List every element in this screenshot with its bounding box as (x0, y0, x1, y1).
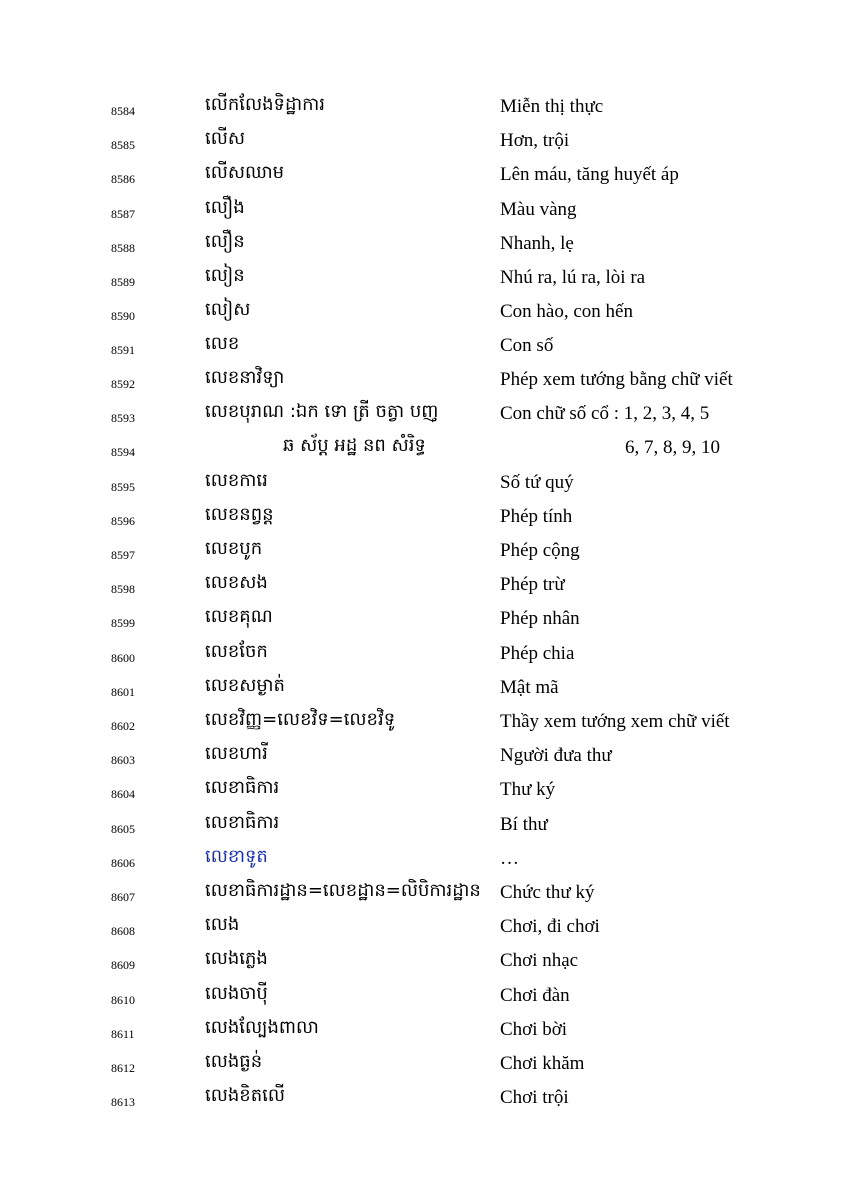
list-item (0, 983, 848, 1017)
vietnamese-meaning: Mật mã (500, 677, 559, 698)
list-item (0, 128, 848, 162)
vietnamese-meaning: Nhanh, lẹ (500, 233, 574, 254)
list-item (0, 641, 848, 675)
vietnamese-meaning: Con số (500, 335, 554, 356)
vietnamese-meaning: Phép trừ (500, 574, 565, 595)
khmer-term: លេងចាប៉ី (205, 983, 268, 1004)
list-item (0, 504, 848, 538)
list-item (0, 777, 848, 811)
khmer-term: លេខាធិការ (205, 777, 280, 798)
khmer-term: លេខាធិការ (205, 812, 280, 833)
entry-number: 8606 (111, 856, 135, 870)
entry-number: 8595 (111, 480, 135, 494)
list-item (0, 812, 848, 846)
khmer-term: លឿន (205, 231, 245, 252)
entry-number: 8584 (111, 104, 135, 118)
vietnamese-meaning: Chơi khăm (500, 1053, 585, 1074)
khmer-term: លើស (205, 128, 245, 149)
khmer-term: លឿង (205, 197, 245, 218)
vietnamese-meaning: … (500, 848, 519, 869)
khmer-term: លេខសង (205, 572, 268, 593)
vietnamese-meaning: Thầy xem tướng xem chữ viết (500, 711, 730, 732)
entry-number: 8586 (111, 172, 135, 186)
list-item (0, 1051, 848, 1085)
list-item (0, 675, 848, 709)
entry-number: 8590 (111, 309, 135, 323)
khmer-term: លេងធ្ងន់ (205, 1051, 263, 1072)
list-item (0, 197, 848, 231)
vietnamese-meaning: Bí thư (500, 814, 548, 835)
list-item (0, 606, 848, 640)
list-item (0, 231, 848, 265)
list-item (0, 572, 848, 606)
list-item (0, 470, 848, 504)
entry-number: 8603 (111, 753, 135, 767)
entry-number: 8597 (111, 548, 135, 562)
list-item (0, 367, 848, 401)
khmer-term: ឆ ស័ប្ត អដ្ឋ នព សំរិទ្ធ (283, 435, 426, 456)
entry-number: 8588 (111, 241, 135, 255)
list-item (0, 435, 848, 469)
list-item (0, 1017, 848, 1051)
vietnamese-meaning: Chơi đàn (500, 985, 570, 1006)
entry-number: 8607 (111, 890, 135, 904)
khmer-term: លេខ (205, 333, 240, 354)
vietnamese-meaning: Hơn, trội (500, 130, 570, 151)
entry-number: 8602 (111, 719, 135, 733)
khmer-term: លេខាធិការដ្ឋាន=លេខដ្ឋាន=លិបិការដ្ឋាន (205, 880, 481, 901)
entry-number: 8585 (111, 138, 135, 152)
khmer-term: លៀន (205, 265, 245, 286)
vietnamese-meaning: Chơi bời (500, 1019, 568, 1040)
khmer-term: លេងល្បែងពាលា (205, 1017, 319, 1038)
khmer-term: លេខចែក (205, 641, 268, 662)
khmer-term: លេខការេ (205, 470, 268, 491)
vietnamese-meaning: Người đưa thư (500, 745, 612, 766)
list-item (0, 162, 848, 196)
vietnamese-meaning: Số tứ quý (500, 472, 574, 493)
vietnamese-meaning: Miễn thị thực (500, 96, 604, 117)
list-item (0, 846, 848, 880)
list-item (0, 401, 848, 435)
khmer-term: លេខបូក (205, 538, 263, 559)
list-item (0, 299, 848, 333)
khmer-term: លេខវិញ្ញ=លេខវិទ=លេខវិទូ (205, 709, 396, 730)
khmer-term: លេខហារី (205, 743, 268, 764)
vietnamese-meaning: Con hào, con hến (500, 301, 633, 322)
entry-number: 8608 (111, 924, 135, 938)
khmer-term: លើសឈាម (205, 162, 285, 183)
entry-number: 8598 (111, 582, 135, 596)
entry-number: 8611 (111, 1027, 135, 1041)
vietnamese-meaning: Màu vàng (500, 199, 577, 220)
entry-number: 8594 (111, 445, 135, 459)
list-item (0, 333, 848, 367)
entry-number: 8593 (111, 411, 135, 425)
vietnamese-meaning: 6, 7, 8, 9, 10 (625, 437, 720, 458)
list-item (0, 880, 848, 914)
vietnamese-meaning: Lên máu, tăng huyết áp (500, 164, 679, 185)
vietnamese-meaning: Phép cộng (500, 540, 580, 561)
entry-number: 8596 (111, 514, 135, 528)
entry-number: 8591 (111, 343, 135, 357)
vietnamese-meaning: Nhú ra, lú ra, lòi ra (500, 267, 646, 288)
vietnamese-meaning: Chơi nhạc (500, 950, 579, 971)
list-item (0, 914, 848, 948)
entry-number: 8592 (111, 377, 135, 391)
vietnamese-meaning: Con chữ số cổ : 1, 2, 3, 4, 5 (500, 403, 710, 424)
entry-number: 8609 (111, 958, 135, 972)
entry-number: 8613 (111, 1095, 135, 1109)
entry-number: 8612 (111, 1061, 135, 1075)
khmer-term: លេខសម្ងាត់ (205, 675, 285, 696)
vietnamese-meaning: Chức thư ký (500, 882, 595, 903)
list-item (0, 709, 848, 743)
list-item (0, 1085, 848, 1119)
entry-number: 8587 (111, 207, 135, 221)
khmer-term: លេខនព្វន្ត (205, 504, 274, 525)
vietnamese-meaning: Phép tính (500, 506, 573, 527)
khmer-term: លៀស (205, 299, 251, 320)
list-item (0, 743, 848, 777)
vietnamese-meaning: Phép xem tướng bằng chữ viết (500, 369, 733, 390)
khmer-term: លេខាទូត (205, 846, 268, 867)
khmer-term: លេងខិតលើ (205, 1085, 285, 1106)
vietnamese-meaning: Thư ký (500, 779, 556, 800)
entry-number: 8610 (111, 993, 135, 1007)
list-item (0, 265, 848, 299)
entry-number: 8601 (111, 685, 135, 699)
list-item (0, 538, 848, 572)
khmer-term: លេង (205, 914, 240, 935)
vietnamese-meaning: Phép chia (500, 643, 575, 664)
entry-number: 8600 (111, 651, 135, 665)
khmer-term: លេងភ្លេង (205, 948, 268, 969)
entry-number: 8589 (111, 275, 135, 289)
vietnamese-meaning: Phép nhân (500, 608, 580, 629)
khmer-term: លេខបុរាណ :ឯក ទោ ត្រី ចត្វា បញ្ (205, 401, 439, 422)
list-item (0, 948, 848, 982)
vietnamese-meaning: Chơi, đi chơi (500, 916, 600, 937)
khmer-term: លើកលែងទិដ្ឋាការ (205, 94, 325, 115)
entry-number: 8604 (111, 787, 135, 801)
khmer-term: លេខនាវិទ្យា (205, 367, 285, 388)
entry-number: 8605 (111, 822, 135, 836)
khmer-term: លេខគុណ (205, 606, 273, 627)
entry-number: 8599 (111, 616, 135, 630)
list-item (0, 94, 848, 128)
vietnamese-meaning: Chơi trội (500, 1087, 569, 1108)
